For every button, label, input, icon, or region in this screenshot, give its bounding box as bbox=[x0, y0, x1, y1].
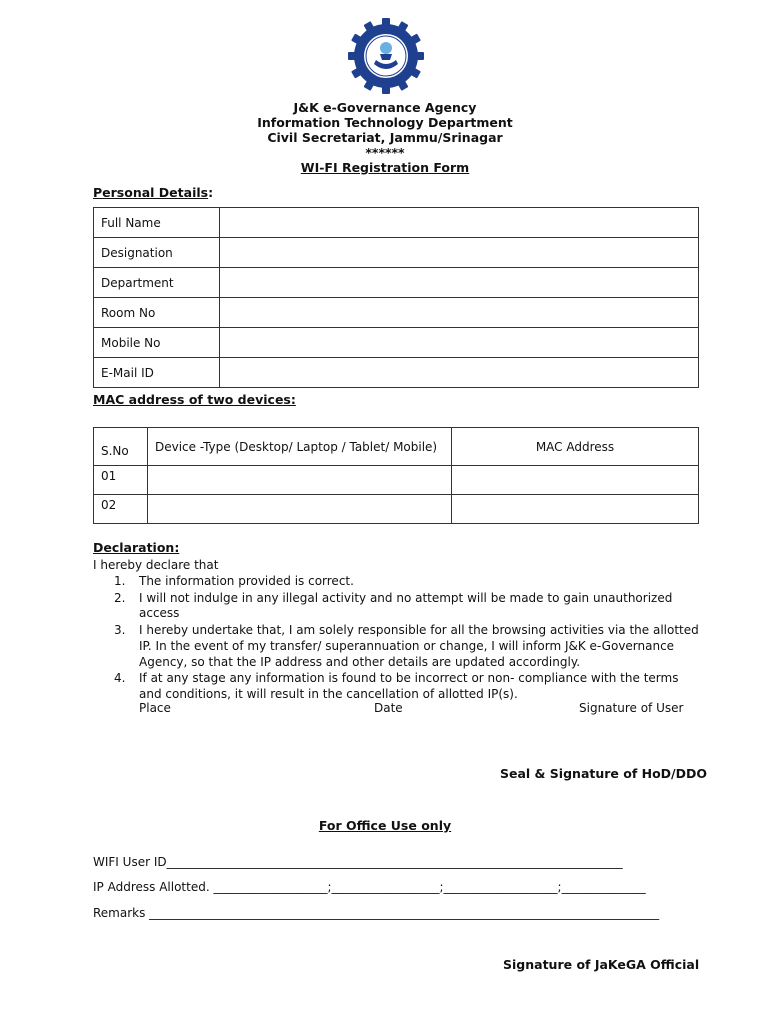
item-number: 2. bbox=[114, 590, 126, 605]
official-signature-label: Signature of JaKeGA Official bbox=[503, 957, 700, 972]
department-field[interactable] bbox=[220, 268, 699, 298]
user-signature-label: Signature of User bbox=[579, 701, 684, 715]
list-item bbox=[114, 574, 704, 590]
item-number: 3. bbox=[114, 623, 126, 638]
agency-name: J&K e-Governance Agency bbox=[293, 100, 477, 115]
table-header-row bbox=[94, 428, 699, 466]
mac-address-field[interactable] bbox=[452, 495, 699, 524]
jakega-logo bbox=[344, 14, 428, 98]
wifi-user-id-line: WIFI User ID____________________________________________________________________________ bbox=[93, 855, 623, 869]
department-name: Information Technology Department bbox=[257, 115, 513, 130]
mac-address-header: MAC Address bbox=[452, 428, 699, 466]
location: Civil Secretariat, Jammu/Srinagar bbox=[267, 130, 503, 145]
mac-address-heading: MAC address of two devices: bbox=[93, 392, 296, 407]
ip-allotted-line: IP Address Allotted. ___________________;__________________;___________________;______________ bbox=[93, 880, 646, 894]
device-type-header: Device -Type (Desktop/ Laptop / Tablet/ Mobile) bbox=[148, 428, 452, 466]
declaration-intro: I hereby declare that bbox=[93, 558, 219, 572]
sno-cell: 01 bbox=[94, 466, 148, 495]
table-row bbox=[94, 466, 699, 495]
item-text: The information provided is correct. bbox=[139, 574, 354, 588]
declaration-list bbox=[114, 574, 704, 704]
item-number: 1. bbox=[114, 574, 126, 588]
designation-field[interactable] bbox=[220, 238, 699, 268]
table-row bbox=[94, 328, 699, 358]
hod-signature-label: Seal & Signature of HoD/DDO bbox=[500, 766, 707, 781]
mobile-no-label: Mobile No bbox=[94, 328, 220, 358]
device-type-field[interactable] bbox=[148, 495, 452, 524]
date-label: Date bbox=[374, 701, 403, 715]
room-no-label: Room No bbox=[94, 298, 220, 328]
mobile-no-field[interactable] bbox=[220, 328, 699, 358]
table-row bbox=[94, 298, 699, 328]
list-item bbox=[114, 623, 704, 670]
item-text: I hereby undertake that, I am solely responsible for all the browsing activities via the allotted IP. In the event of my transfer/ superannuation or change, I will inform J&K e-Governance Agency, so that the IP address and other details are updated accordingly. bbox=[139, 623, 699, 669]
email-id-label: E-Mail ID bbox=[94, 358, 220, 388]
table-row bbox=[94, 268, 699, 298]
sno-cell: 02 bbox=[94, 495, 148, 524]
full-name-field[interactable] bbox=[220, 208, 699, 238]
mac-address-table bbox=[93, 427, 699, 524]
place-label: Place bbox=[139, 701, 171, 715]
item-number: 4. bbox=[114, 671, 126, 686]
table-row bbox=[94, 358, 699, 388]
table-row bbox=[94, 208, 699, 238]
office-use-title: For Office Use only bbox=[318, 818, 452, 833]
designation-label: Designation bbox=[94, 238, 220, 268]
item-text: I will not indulge in any illegal activity and no attempt will be made to gain unauthorized access bbox=[139, 590, 673, 621]
list-item bbox=[114, 591, 704, 622]
personal-details-table bbox=[93, 207, 699, 388]
sno-header: S.No bbox=[94, 428, 148, 466]
remarks-line: Remarks _____________________________________________________________________________________ bbox=[93, 906, 660, 920]
document-header bbox=[0, 100, 770, 175]
item-text: If at any stage any information is found to be incorrect or non- compliance with the terms and conditions, it will result in the cancellation of allotted IP(s). bbox=[139, 671, 679, 701]
mac-address-field[interactable] bbox=[452, 466, 699, 495]
form-title: WI-FI Registration Form bbox=[300, 160, 470, 175]
email-id-field[interactable] bbox=[220, 358, 699, 388]
table-row bbox=[94, 238, 699, 268]
department-label: Department bbox=[94, 268, 220, 298]
full-name-label: Full Name bbox=[94, 208, 220, 238]
declaration-heading: Declaration: bbox=[93, 540, 180, 555]
room-no-field[interactable] bbox=[220, 298, 699, 328]
table-row bbox=[94, 495, 699, 524]
list-item bbox=[114, 671, 704, 702]
separator-stars: ****** bbox=[365, 145, 405, 160]
device-type-field[interactable] bbox=[148, 466, 452, 495]
personal-details-heading: Personal Details: bbox=[93, 185, 214, 200]
